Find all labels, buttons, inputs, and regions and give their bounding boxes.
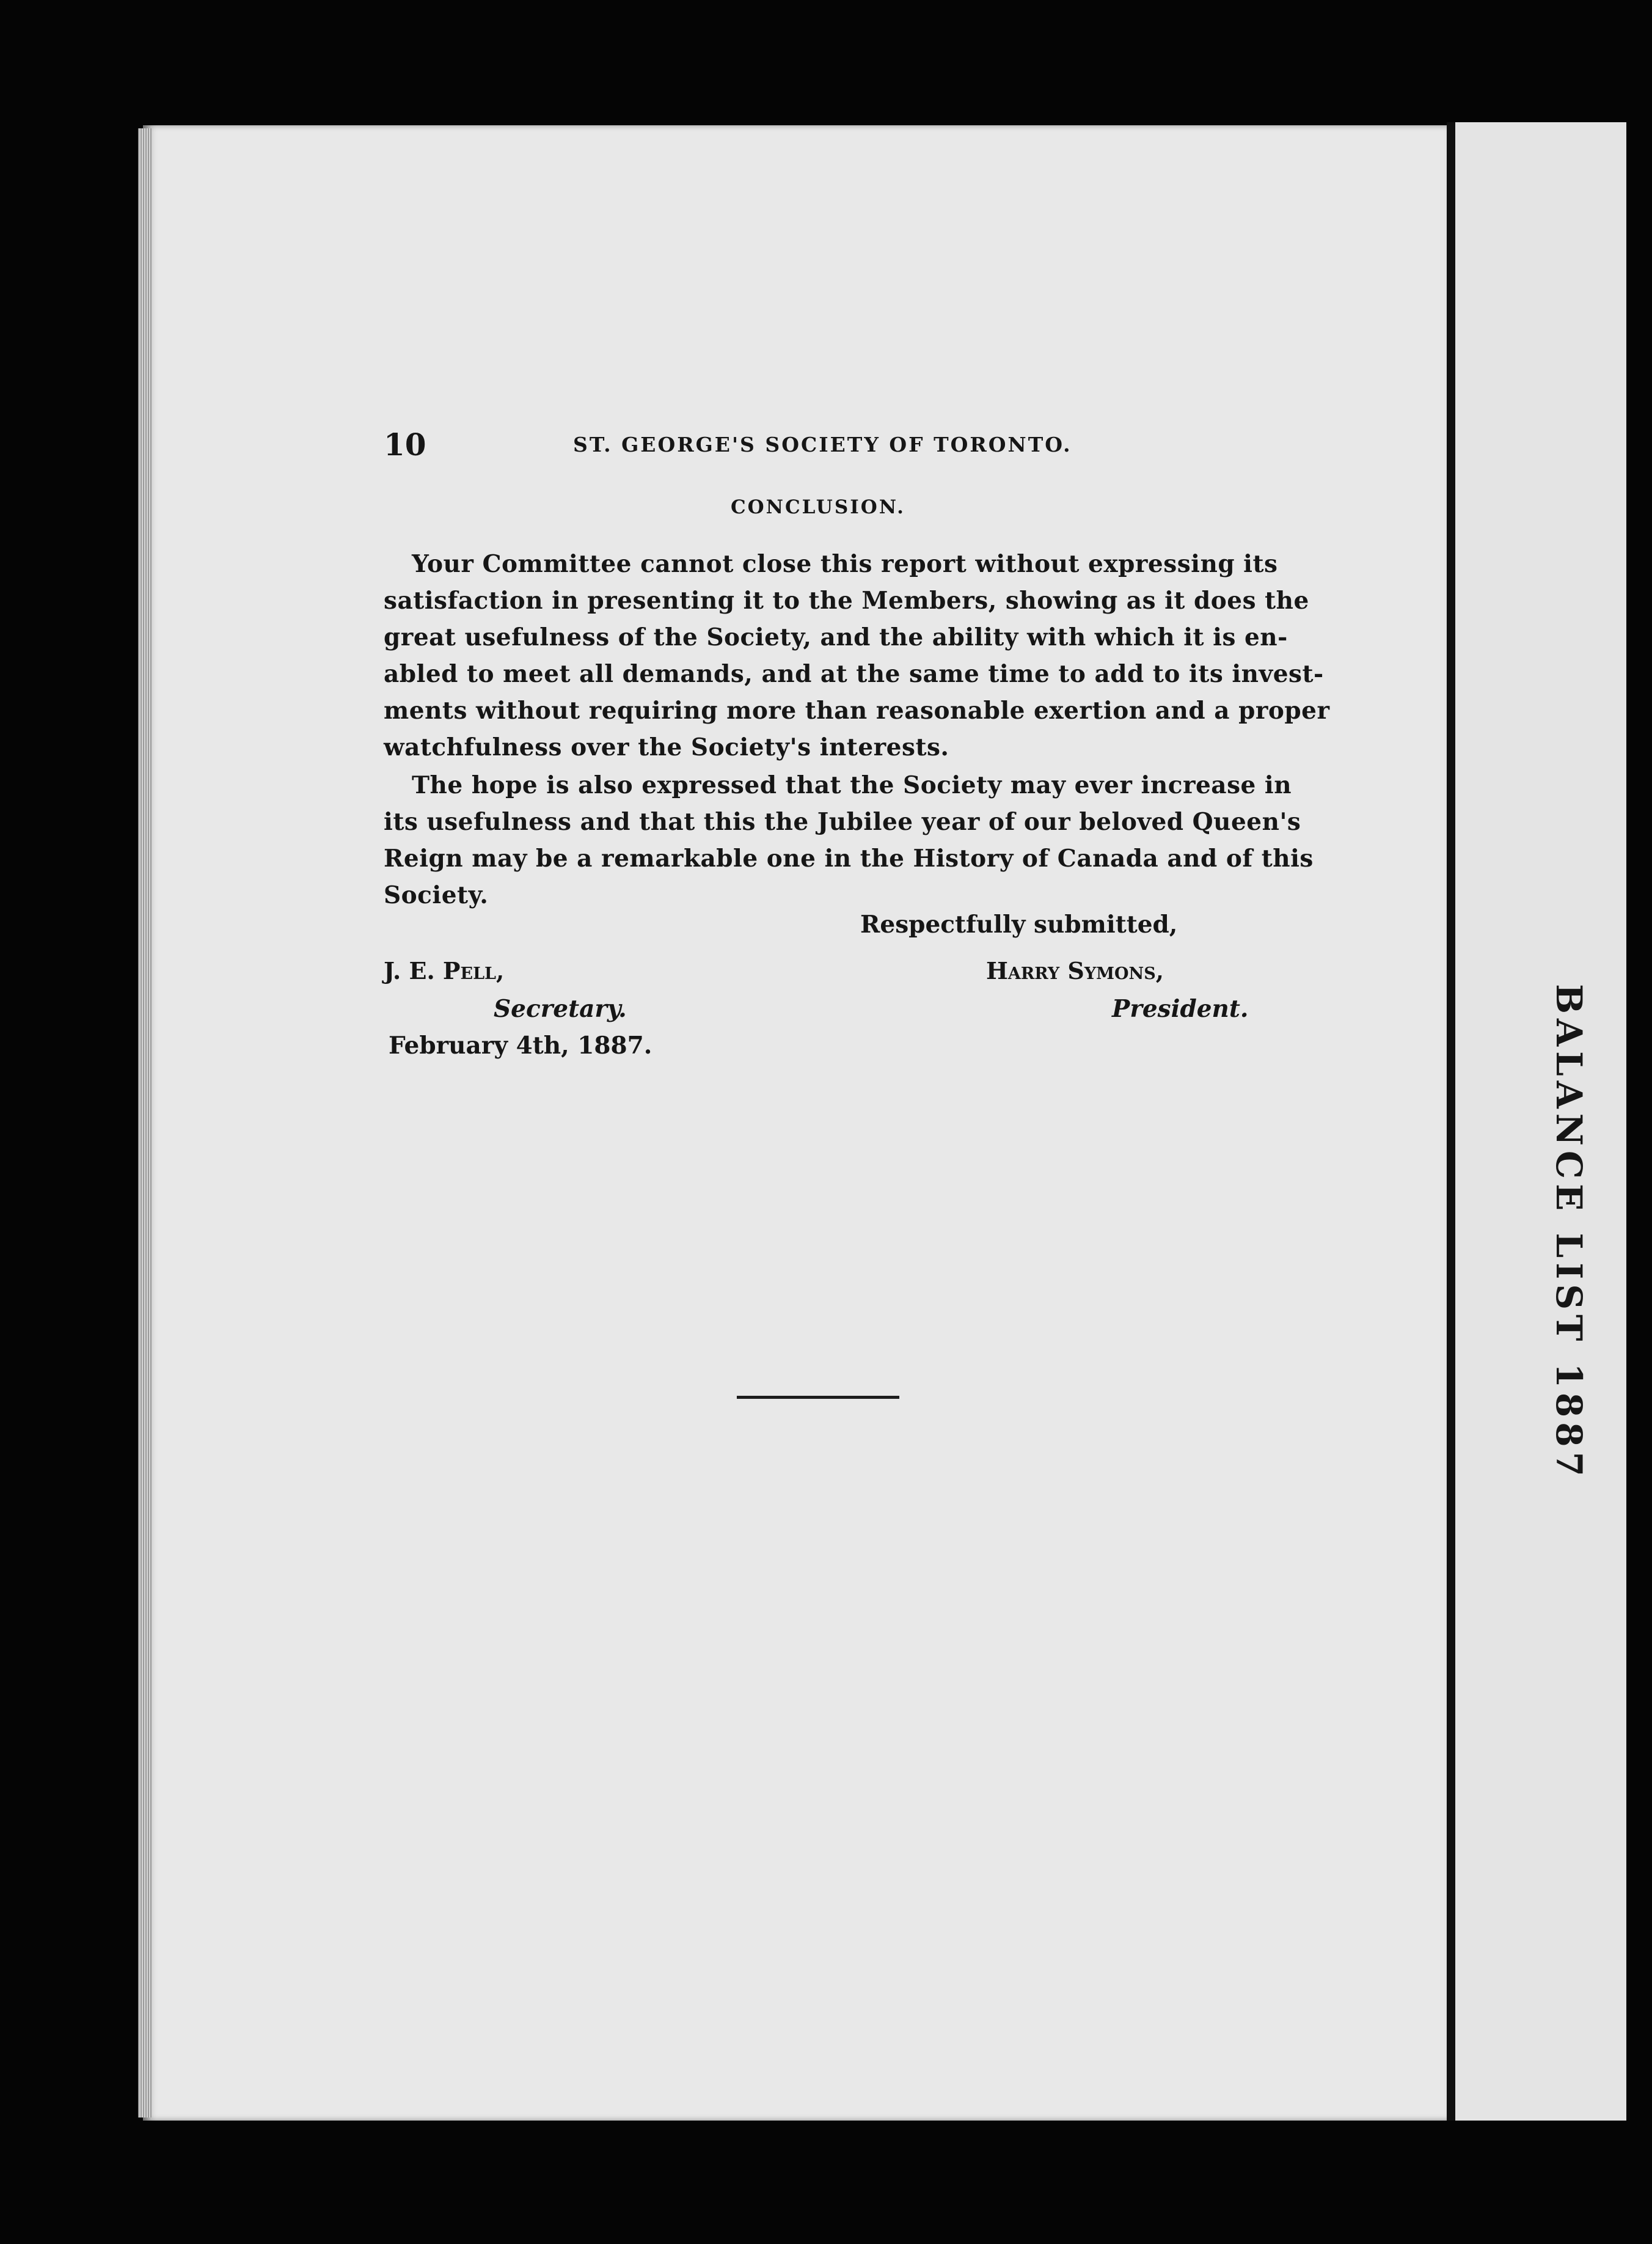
paragraph2-line: The hope is also expressed that the Society may ever increase in xyxy=(412,771,1292,799)
paragraph2-line: its usefulness and that this the Jubilee year of our beloved Queen's xyxy=(384,808,1301,836)
report-date: February 4th, 1887. xyxy=(389,1032,652,1060)
book-gutter xyxy=(1447,122,1455,2121)
paragraph1-line: great usefulness of the Society, and the ability with which it is en- xyxy=(384,623,1288,651)
paragraph1-line: Your Committee cannot close this report without expressing its xyxy=(412,550,1278,578)
facing-page xyxy=(1455,122,1626,2121)
paragraph2-line: Society. xyxy=(384,881,489,909)
page-number: 10 xyxy=(384,427,426,463)
secretary-title: Secretary. xyxy=(494,995,627,1023)
paragraph2-line: Reign may be a remarkable one in the History of Canada and of this xyxy=(384,845,1314,873)
president-title: President. xyxy=(1112,995,1249,1023)
paragraph1-line: abled to meet all demands, and at the same time to add to its invest- xyxy=(384,660,1324,688)
closing-phrase: Respectfully submitted, xyxy=(860,911,1178,939)
page-edges xyxy=(138,128,152,2118)
paragraph1-line: satisfaction in presenting it to the Members, showing as it does the xyxy=(384,587,1309,615)
running-title: ST. GEORGE'S SOCIETY OF TORONTO. xyxy=(573,433,1072,457)
secretary-name: J. E. Pell, xyxy=(384,957,505,985)
paragraph1-line: watchfulness over the Society's interests. xyxy=(384,733,949,761)
president-name: Harry Symons, xyxy=(986,957,1164,985)
paragraph1-line: ments without requiring more than reasonable exertion and a proper xyxy=(384,697,1330,725)
section-divider-rule xyxy=(737,1396,899,1399)
section-title: CONCLUSION. xyxy=(731,496,905,518)
page-10 xyxy=(143,125,1450,2121)
facing-page-title: BALANCE LIST 1887 xyxy=(1548,984,1590,1481)
